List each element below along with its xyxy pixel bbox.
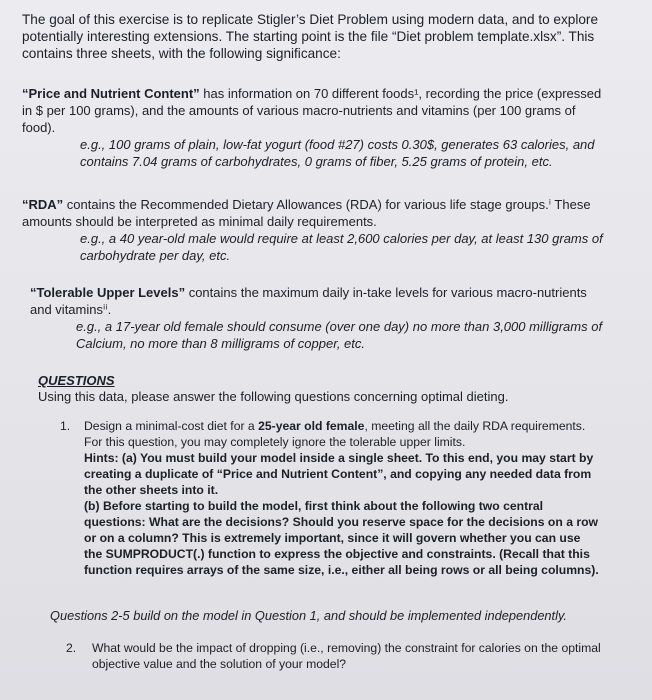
rda-example: e.g., a 40 year-old male would require at least 2,600 calories per day, at least 130 grams of carbohydrate per day, etc. (80, 231, 603, 263)
price-nutrient-description (22, 85, 608, 136)
rda-heading: “RDA” (22, 197, 64, 212)
price-nutrient-section (22, 85, 608, 170)
price-nutrient-heading: “Price and Nutrient Content” (22, 86, 200, 101)
price-nutrient-example: e.g., 100 grams of plain, low-fat yogurt (food #27) costs 0.30$, generates 63 calories, and contains 7.04 grams of carbohydrates, 0 grams of fiber, 5.25 grams of protein, etc. (80, 137, 595, 169)
question-1-bold: 25-year old female (258, 419, 365, 433)
rda-text: contains the Recommended Dietary Allowances (RDA) for various life stage groups.ⁱ These amounts should be interpreted as minimal daily requirements. (22, 197, 591, 229)
question-2-text: What would be the impact of dropping (i.e., removing) the constraint for calories on the optimal objective value and the solution of your model? (92, 641, 601, 671)
upper-levels-text: contains the maximum daily in-take levels for various macro-nutrients and vitaminsⁱⁱ. (30, 285, 587, 317)
rda-description (22, 196, 608, 230)
rda-section (22, 196, 608, 264)
question-1-hints: Hints: (a) You must build your model inside a single sheet. To this end, you may start by creating a duplicate of “Price and Nutrient Content”, and copying any needed data from the other sheets into it. (84, 451, 594, 497)
intro-paragraph: The goal of this exercise is to replicate Stigler’s Diet Problem using modern data, and to explore potentially interesting extensions. The starting point is the file “Diet problem template.xlsx”. This contains three sheets, with the following significance: (22, 12, 599, 61)
price-nutrient-text: has information on 70 different foods¹, recording the price (expressed in $ per 100 grams), and the amounts of various macro-nutrients and vitamins (per 100 grams of food). (22, 86, 602, 135)
upper-levels-example: e.g., a 17-year old female should consume (over one day) no more than 3,000 milligrams of Calcium, no more than 8 milligrams of copper, etc. (76, 319, 603, 351)
question-1-number: 1. (60, 419, 71, 433)
questions-intro: Using this data, please answer the following questions concerning optimal dieting. (38, 389, 509, 404)
question-1-text: Design a minimal-cost diet for a 25-year old female, meeting all the daily RDA requirements. For this question, you may completely ignore the tolerable upper limits. (84, 419, 586, 449)
question-2 (66, 640, 606, 672)
question-1 (60, 418, 600, 578)
upper-levels-heading: “Tolerable Upper Levels” (30, 285, 186, 300)
question-2-number: 2. (66, 641, 77, 655)
question-1-hint-b: (b) Before starting to build the model, first think about the following two central questions: What are the decisions? Should you reserve space for the decisions on a row or on a column? This is extremely important, since it will govern whether you can use the SUMPRODUCT(.) function to express the objective and constraints. (Recall that this function requires arrays of the same size, i.e., either all being rows or all being columns). (84, 499, 599, 577)
questions-note: Questions 2-5 build on the model in Question 1, and should be implemented independently. (50, 608, 567, 623)
upper-levels-section (30, 284, 608, 352)
questions-title: QUESTIONS (38, 373, 115, 388)
upper-levels-description (30, 284, 608, 318)
